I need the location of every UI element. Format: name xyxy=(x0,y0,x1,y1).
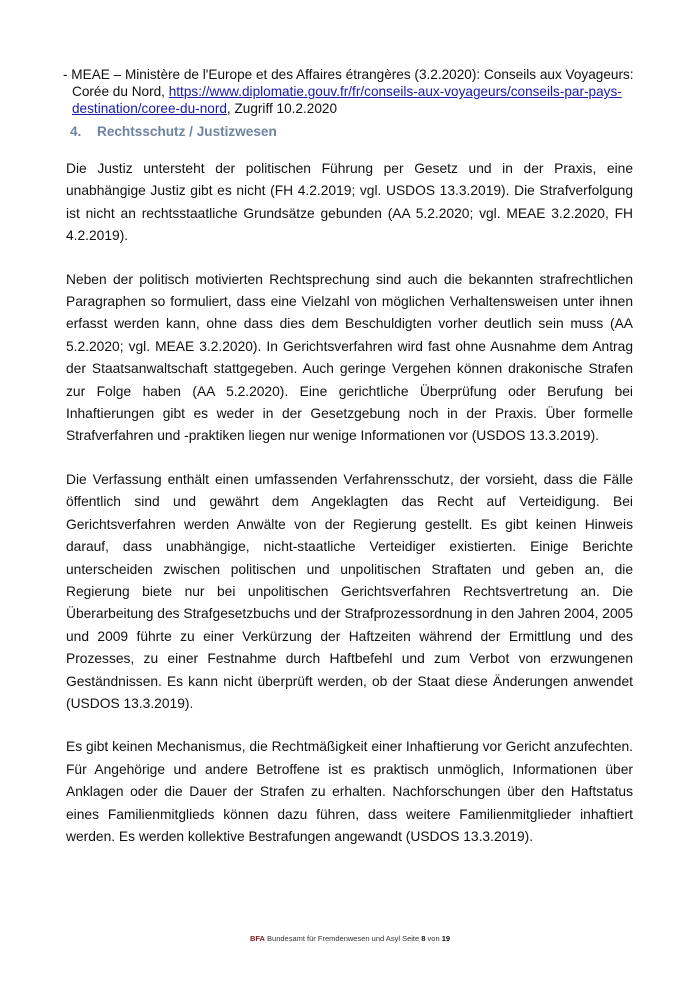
paragraph: Es gibt keinen Mechanismus, die Rechtmäßigkeit einer Inhaftierung vor Gericht anzufechten. Für Angehörige und andere Betroffene ist es praktisch unmöglich, Informationen über Anklagen oder die Dauer der Strafen zu erhalten. Nachforschungen über den Haftstatus eines Familienmitglieds können dazu führen, dass weitere Familienmitglieder inhaftiert werden. Es werden kollektive Bestrafungen angewandt (USDOS 13.3.2019). xyxy=(66,739,633,844)
reference-entry xyxy=(63,66,643,117)
reference-access-date: , Zugriff 10.2.2020 xyxy=(226,101,338,116)
page-footer xyxy=(0,934,700,943)
section-title: Rechtsschutz / Justizwesen xyxy=(97,124,277,139)
reference-text: - MEAE – Ministère de l'Europe et des Affaires étrangères (3.2.2020): Conseils aux Voyageurs: xyxy=(63,67,634,82)
reference-link[interactable]: https://www.diplomatie.gouv.fr/fr/conseils-aux-voyageurs/conseils-par-pays-destination/coree-du-nord xyxy=(72,84,622,116)
document-body xyxy=(66,158,633,869)
section-number: 4. xyxy=(70,124,82,139)
section-heading xyxy=(70,124,277,139)
footer-of: von xyxy=(425,934,442,943)
reference-country: Corée du Nord, xyxy=(72,84,169,99)
paragraph: Die Justiz untersteht der politischen Führung per Gesetz und in der Praxis, eine unabhängige Justiz gibt es nicht (FH 4.2.2019; vgl. USDOS 13.3.2019). Die Strafverfolgung ist nicht an rechtsstaatliche Grundsätze gebunden (AA 5.2.2020; vgl. MEAE 3.2.2020, FH 4.2.2019). xyxy=(66,161,633,244)
footer-text: Bundesamt für Fremdenwesen und Asyl Seite xyxy=(264,934,422,943)
bfa-logo-text: BFA xyxy=(249,934,265,943)
paragraph: Die Verfassung enthält einen umfassenden Verfahrensschutz, der vorsieht, dass die Fälle öffentlich sind und gewährt dem Angeklagten das Recht auf Verteidigung. Bei Gerichtsverfahren werden Anwälte von der Regierung gestellt. Es gibt keinen Hinweis darauf, dass unabhängige, nicht-staatliche Verteidiger existierten. Einige Berichte unterscheiden zwischen politischen und unpolitischen Straftaten und geben an, die Regierung biete nur bei unpolitischen Gerichtsverfahren Rechtsvertretung an. Die Überarbeitung des Strafgesetzbuchs und der Strafprozessordnung in den Jahren 2004, 2005 und 2009 führte zu einer Verkürzung der Haftzeiten während der Ermittlung und des Prozesses, zu einer Festnahme durch Haftbefehl und zum Verbot von erzwungenen Geständnissen. Es kann nicht überprüft werden, ob der Staat diese Änderungen anwendet (USDOS 13.3.2019). xyxy=(66,471,633,711)
page-number: 8 xyxy=(421,934,426,943)
paragraph: Neben der politisch motivierten Rechtsprechung sind auch die bekannten strafrechtlichen Paragraphen so formuliert, dass eine Vielzahl von möglichen Verhaltensweisen unter ihnen erfasst werden kann, ohne dass dies dem Beschuldigten vorher deutlich sein muss (AA 5.2.2020; vgl. MEAE 3.2.2020). In Gerichtsverfahren wird fast ohne Ausnahme dem Antrag der Staatsanwaltschaft stattgegeben. Auch geringe Vergehen können drakonische Strafen zur Folge haben (AA 5.2.2020). Eine gerichtliche Überprüfung oder Berufung bei Inhaftierungen gibt es weder in der Gesetzgebung noch in der Praxis. Über formelle Strafverfahren und -praktiken liegen nur wenige Informationen vor (USDOS 13.3.2019). xyxy=(66,271,633,444)
page-total: 19 xyxy=(441,934,451,943)
